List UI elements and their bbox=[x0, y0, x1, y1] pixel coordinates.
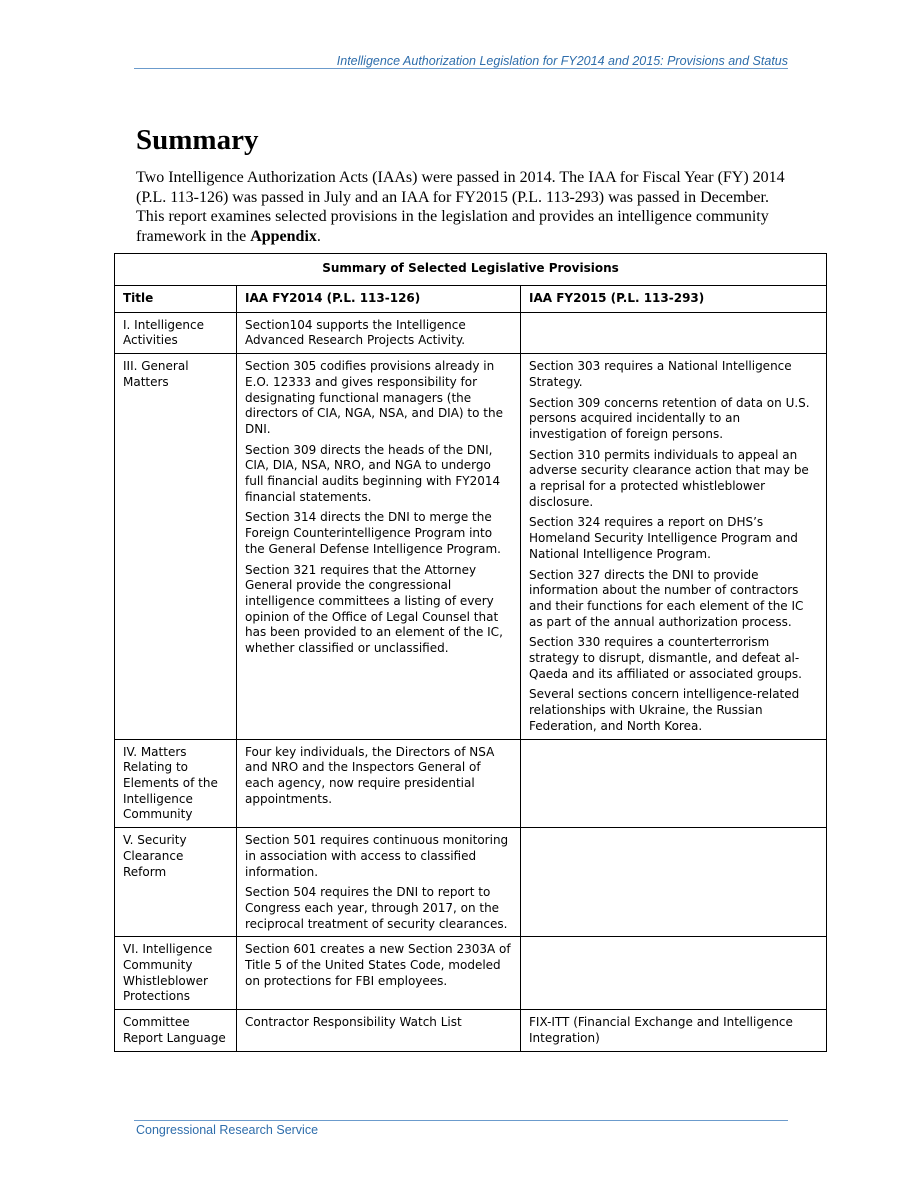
row-fy2014-cell bbox=[237, 354, 521, 739]
row-fy2015-cell bbox=[521, 1010, 827, 1051]
row-fy2015-cell bbox=[521, 354, 827, 739]
provision-text: Section 310 permits individuals to appeal an adverse security clearance action that may be a reprisal for a protected whistleblower disclosure. bbox=[529, 447, 809, 509]
column-header-fy2015: IAA FY2015 (P.L. 113-293) bbox=[521, 286, 827, 313]
provision-text: Section 321 requires that the Attorney General provide the congressional intelligence committees a listing of every opinion of the Office of Legal Counsel that has been provided to an element of the IC, whether classified or unclassified. bbox=[245, 562, 503, 656]
table-row bbox=[115, 828, 827, 937]
header-rule bbox=[134, 68, 788, 69]
row-title-cell: V. Security Clearance Reform bbox=[115, 828, 237, 937]
provision-text: Section 601 creates a new Section 2303A of Title 5 of the United States Code, modeled on protections for FBI employees. bbox=[245, 942, 511, 988]
summary-paragraph bbox=[136, 168, 786, 246]
row-fy2014-cell bbox=[237, 739, 521, 828]
provision-text: Contractor Responsibility Watch List bbox=[245, 1015, 462, 1030]
provision-text: FIX-ITT (Financial Exchange and Intelligence Integration) bbox=[529, 1015, 793, 1045]
row-title-cell: Committee Report Language bbox=[115, 1010, 237, 1051]
provision-text: Several sections concern intelligence-related relationships with Ukraine, the Russian Federation, and North Korea. bbox=[529, 687, 800, 733]
provision-text: Section 303 requires a National Intelligence Strategy. bbox=[529, 359, 792, 389]
summary-paragraph-text: Two Intelligence Authorization Acts (IAAs) were passed in 2014. The IAA for Fiscal Year (FY) 2014 (P.L. 113-126) was passed in July and an IAA for FY2015 (P.L. 113-293) was passed in December. This report examines selected provisions in the legislation and provides an intelligence community framework in the bbox=[136, 169, 785, 245]
provision-text: Section 324 requires a report on DHS’s Homeland Security Intelligence Program and National Intelligence Program. bbox=[529, 515, 798, 561]
row-title-cell: III. General Matters bbox=[115, 354, 237, 739]
provision-text: Section 504 requires the DNI to report to Congress each year, through 2017, on the reciprocal treatment of security clearances. bbox=[245, 885, 508, 931]
row-fy2014-cell bbox=[237, 828, 521, 937]
provisions-table bbox=[114, 253, 827, 1052]
row-fy2014-cell bbox=[237, 312, 521, 353]
row-title-cell: VI. Intelligence Community Whistleblower Protections bbox=[115, 937, 237, 1010]
provision-text: Section104 supports the Intelligence Advanced Research Projects Activity. bbox=[245, 317, 466, 348]
provision-text: Section 314 directs the DNI to merge the Foreign Counterintelligence Program into the General Defense Intelligence Program. bbox=[245, 510, 501, 556]
summary-heading: Summary bbox=[136, 124, 259, 156]
provision-text: Four key individuals, the Directors of NSA and NRO and the Inspectors General of each agency, now require presidential appointments. bbox=[245, 744, 495, 806]
provision-text: Section 327 directs the DNI to provide information about the number of contractors and their functions for each element of the IC as part of the annual authorization process. bbox=[529, 567, 804, 629]
provision-text: Section 501 requires continuous monitoring in association with access to classified information. bbox=[245, 833, 509, 879]
running-header: Intelligence Authorization Legislation for FY2014 and 2015: Provisions and Status bbox=[336, 54, 788, 68]
row-fy2015-cell bbox=[521, 312, 827, 353]
table-row bbox=[115, 739, 827, 828]
appendix-reference: Appendix bbox=[250, 227, 317, 245]
table-row bbox=[115, 1010, 827, 1051]
provision-text: Section 309 concerns retention of data on U.S. persons acquired incidentally to an investigation of foreign persons. bbox=[529, 395, 810, 441]
row-fy2014-cell bbox=[237, 937, 521, 1010]
row-fy2015-cell bbox=[521, 828, 827, 937]
table-caption: Summary of Selected Legislative Provisions bbox=[115, 254, 827, 286]
table-row bbox=[115, 937, 827, 1010]
row-title-cell: I. Intelligence Activities bbox=[115, 312, 237, 353]
column-header-title: Title bbox=[115, 286, 237, 313]
row-fy2015-cell bbox=[521, 739, 827, 828]
footer-organization: Congressional Research Service bbox=[136, 1123, 319, 1137]
provision-text: Section 330 requires a counterterrorism strategy to disrupt, dismantle, and defeat al-Qaeda and its affiliated or associated groups. bbox=[529, 635, 802, 681]
summary-paragraph-end: . bbox=[316, 227, 321, 245]
row-fy2015-cell bbox=[521, 937, 827, 1010]
table-row bbox=[115, 312, 827, 353]
row-title-cell: IV. Matters Relating to Elements of the Intelligence Community bbox=[115, 739, 237, 828]
provision-text: Section 305 codifies provisions already in E.O. 12333 and gives responsibility for designating functional managers (the directors of CIA, NGA, NSA, and DIA) to the DNI. bbox=[245, 359, 503, 436]
table-row bbox=[115, 354, 827, 739]
row-fy2014-cell bbox=[237, 1010, 521, 1051]
table-body bbox=[115, 312, 827, 1051]
column-header-fy2014: IAA FY2014 (P.L. 113-126) bbox=[237, 286, 521, 313]
footer-rule bbox=[134, 1120, 788, 1121]
provision-text: Section 309 directs the heads of the DNI, CIA, DIA, NSA, NRO, and NGA to undergo full financial audits beginning with FY2014 financial statements. bbox=[245, 442, 501, 504]
